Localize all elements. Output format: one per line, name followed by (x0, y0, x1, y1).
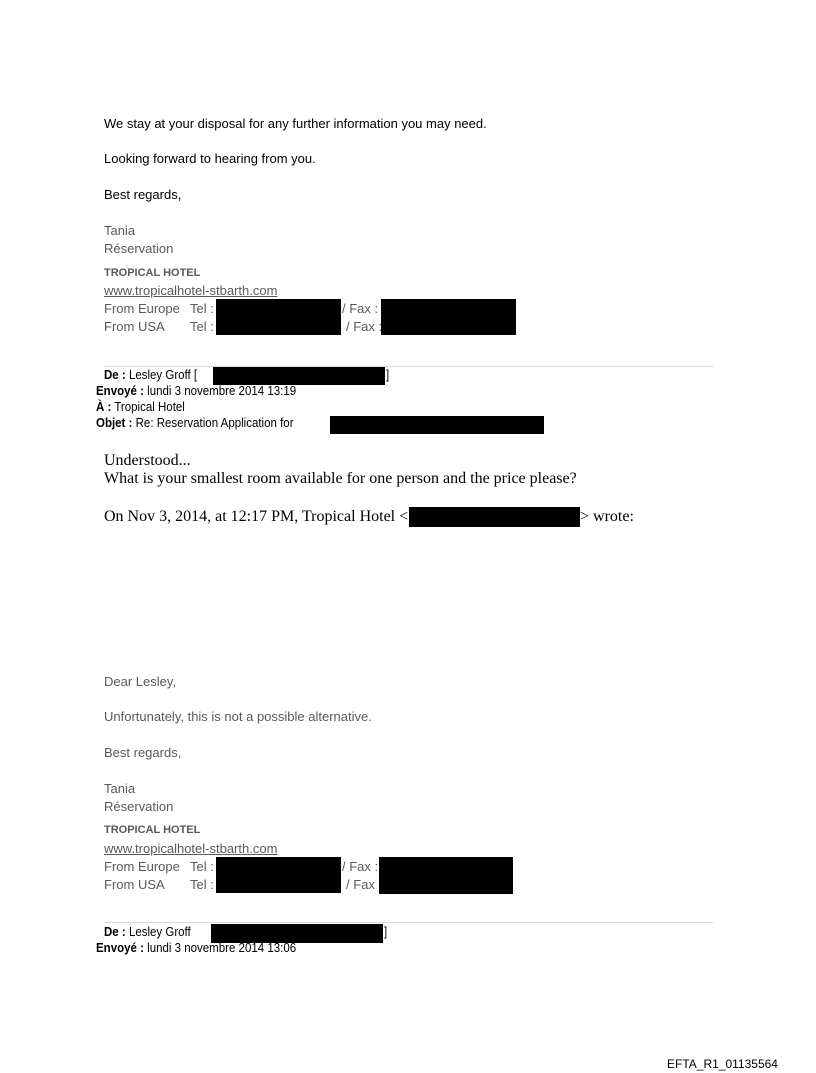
europe-tel-label: Tel : (190, 859, 214, 874)
redaction-box (381, 299, 516, 335)
header-sent: Envoyé : lundi 3 novembre 2014 13:06 (96, 941, 297, 955)
header-to: À : Tropical Hotel (96, 400, 185, 414)
signature-hotel: TROPICAL HOTEL (104, 824, 201, 836)
message-line: Best regards, (104, 745, 182, 760)
redaction-box (216, 857, 341, 893)
europe-label: From Europe (104, 301, 180, 316)
greeting: Dear Lesley, (104, 674, 177, 689)
document-id: EFTA_R1_01135564 (667, 1057, 778, 1071)
message-line: Unfortunately, this is not a possible alternative. (104, 709, 372, 724)
hotel-website-link[interactable]: www.tropicalhotel-stbarth.com (104, 841, 278, 856)
closing-line: Best regards, (104, 187, 182, 202)
europe-fax-label: / Fax : (342, 859, 379, 874)
reply-line: What is your smallest room available for one person and the price please? (104, 470, 577, 487)
signature-role: Réservation (104, 241, 174, 256)
europe-label: From Europe (104, 859, 180, 874)
redaction-box (216, 299, 341, 335)
hotel-website-link[interactable]: www.tropicalhotel-stbarth.com (104, 283, 278, 298)
signature-name: Tania (104, 781, 136, 796)
header-from: De : Lesley Groff [ (104, 368, 198, 382)
quote-intro-end: > wrote: (580, 508, 634, 525)
signature-role: Réservation (104, 799, 174, 814)
signature-hotel: TROPICAL HOTEL (104, 267, 201, 279)
header-sent: Envoyé : lundi 3 novembre 2014 13:19 (96, 384, 297, 398)
redaction-box (379, 857, 513, 894)
divider (104, 922, 713, 923)
usa-label: From USA (104, 319, 165, 334)
usa-tel-label: Tel : (190, 319, 214, 334)
usa-tel-label: Tel : (190, 877, 214, 892)
usa-label: From USA (104, 877, 165, 892)
header-from-close: ] (384, 925, 388, 939)
divider (104, 366, 713, 367)
header-from-close: ] (386, 368, 390, 382)
closing-line: We stay at your disposal for any further information you may need. (104, 116, 487, 131)
quote-intro: On Nov 3, 2014, at 12:17 PM, Tropical Hotel < (104, 508, 409, 525)
closing-line: Looking forward to hearing from you. (104, 151, 316, 166)
reply-line: Understood... (104, 452, 191, 469)
redaction-box (409, 507, 580, 527)
header-subject: Objet : Re: Reservation Application for (96, 416, 294, 430)
usa-fax-label: / Fax (346, 877, 375, 892)
europe-fax-label: / Fax : (342, 301, 379, 316)
europe-tel-label: Tel : (190, 301, 214, 316)
usa-fax-label: / Fax : (346, 319, 383, 334)
redaction-box (213, 367, 385, 385)
header-from: De : Lesley Groff (104, 925, 191, 939)
redaction-box (330, 416, 544, 434)
signature-name: Tania (104, 223, 136, 238)
